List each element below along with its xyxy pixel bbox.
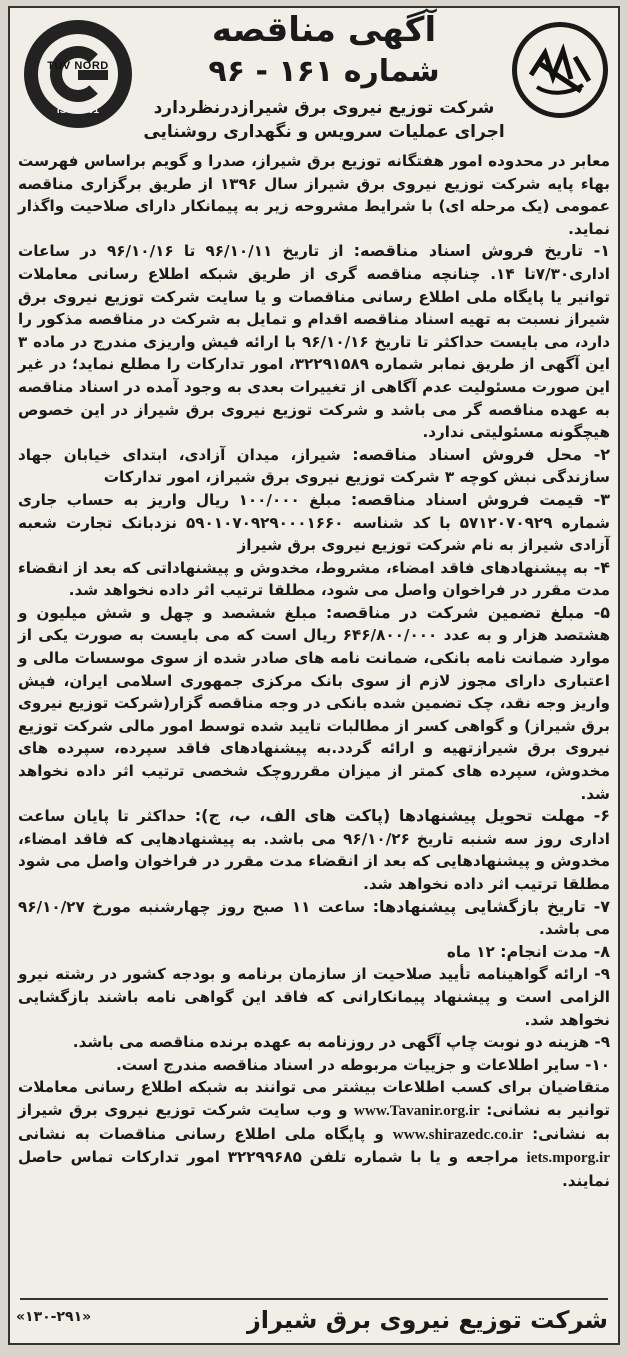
item-3-heading: ۳- قیمت فروش اسناد مناقصه:: [350, 489, 610, 509]
footer-company-name: شرکت توزیع نیروی برق شیراز: [246, 1306, 608, 1334]
item-7: [18, 896, 610, 941]
tuv-nord-logo: [24, 20, 132, 128]
item-2-text: شیراز، میدان آزادی، ابتدای خیابان جهاد سازندگی نبش کوچه ۳ شرکت توزیع نیروی برق شیراز، امور تدارکات: [18, 445, 610, 487]
iso-text: ISO 9001: [56, 105, 100, 116]
subtitle-line-1: شرکت توزیع نیروی برق شیرازدرنظردارد: [153, 98, 495, 118]
item-1-text: از تاریخ ۹۶/۱۰/۱۱ تا ۹۶/۱۰/۱۶ در ساعات اداری۷/۳۰تا ۱۴. چنانچه مناقصه گری از طریق شبکه اطلاع رسانی معاملات توانیر یا پایگاه ملی اطلاع رسانی مناقصات و یا سایت شرکت توزیع نیروی برق شیراز نسبت به تهیه اسناد مناقصه اقدام و تمایل به شرکت در مناقصه مذکور را دارد، می بایست حداکثر تا تاریخ ۹۶/۱۰/۱۶ با ارائه فیش واریزی مندرج در ماده ۳ این آگهی از طریق نمابر شماره ۳۲۲۹۱۵۸۹، امور تدارکات را مطلع نماید؛ در غیر این صورت مسئولیت عدم آگاهی از تغییرات بعدی به وجود آمده در اسناد مناقصه به عهده مناقصه گر می باشد و شرکت توزیع نیروی برق شیراز در این خصوص هیچگونه مسئولیتی ندارد.: [18, 242, 611, 442]
subtitle-line-2: اجرای عملیات سرویس و نگهداری روشنایی: [143, 122, 505, 142]
intro-paragraph: معابر در محدوده امور هفتگانه توزیع برق شیراز، صدرا و گویم براساس فهرست بهاء پایه شرکت توزیع نیروی برق شیراز سال ۱۳۹۶ از طریق برگزاری مناقصه عمومی (یک مرحله ای) با شرایط مشروحه زیر به پیمانکار دارای صلاحیت واگذار نماید.: [18, 152, 610, 238]
item-1: [18, 240, 610, 443]
notice-footer: [16, 1301, 608, 1341]
item-8: [18, 941, 610, 964]
notice-body: [18, 150, 610, 1192]
item-4-heading: ۴-: [593, 557, 610, 577]
item-6: [18, 805, 610, 895]
item-3: [18, 489, 610, 557]
company-emblem-icon: [512, 22, 608, 118]
item-2: [18, 444, 610, 489]
item-4-text: به پیشنهادهای فاقد امضاء، مشروط، مخدوش و پیشنهاداتی که بعد از انقضاء مدت مقرر در فراخوان واصل می شود، مطلقا ترتیب اثر داده نخواهد شد.: [18, 558, 610, 600]
notice-subtitle: [140, 96, 508, 144]
shirazedc-link[interactable]: www.shirazedc.co.ir: [392, 1125, 524, 1143]
contact-text-3: و پایگاه ملی اطلاع رسانی مناقصات به نشانی: [18, 1124, 393, 1143]
item-6-heading: ۶- مهلت تحویل پیشنهادها (پاکت های الف، ب، ج):: [194, 806, 610, 826]
notice-number: شماره ۱۶۱ - ۹۶: [208, 54, 440, 89]
contact-paragraph: [18, 1076, 610, 1192]
tavanir-link[interactable]: www.Tavanir.org.ir: [353, 1101, 480, 1119]
item-8-heading: ۸- مدت انجام:: [500, 941, 610, 961]
item-5-text: مبلغ ششصد و چهل و شش میلیون و هشتصد هزار و به عدد ۶۴۶/۸۰۰/۰۰۰ ریال است که می بایست به صورت یکی از موارد ضمانت نامه بانکی، ضمانت نامه های صادر شده از سوی موسسات مالی و اعتباری دارای مجوز لازم از سوی بانک مرکزی جمهوری اسلامی ایران، فیش واریز وجه نقد، چک تضمین شده بانکی در وجه مناقصه گزار(شرکت توزیع نیروی برق شیراز) و گواهی کسر از مطالبات تایید شده توسط امور مالی شرکت توزیع نیروی برق شیرازتهیه و ارائه گردد.به پیشنهادهای فاقد سپرده، سپرده های مخدوش، سپرده های کمتر از میزان مقرروچک شخصی ترتیب اثر داده نخواهد شد.: [18, 603, 610, 803]
contact-text-1: متقاضیان برای کسب اطلاعات بیشتر می توانند به شبکه اطلاع رسانی معاملات توانیر به نشانی:: [18, 1078, 611, 1119]
notice-title: آگهی مناقصه: [211, 10, 437, 50]
notice-header: [10, 8, 618, 153]
footer-divider: [20, 1298, 608, 1300]
item-9: [18, 963, 610, 1031]
item-2-heading: ۲- محل فروش اسناد مناقصه:: [352, 444, 610, 464]
item-6-text: حداکثر تا پایان ساعت اداری روز سه شنبه تاریخ ۹۶/۱۰/۲۶ می باشد. به پیشنهادهایی که فاقد امضاء، مخدوش و پیشنهادهایی که بعد از انقضاء مدت مقرر در فراخوان واصل می شود مطلقا ترتیب اثر داده نخواهد شد.: [18, 807, 610, 893]
item-9b-text: ۹- هزینه دو نوبت چاپ آگهی در روزنامه به عهده برنده مناقصه می باشد.: [72, 1033, 610, 1052]
iets-link[interactable]: iets.mporg.ir: [526, 1149, 611, 1167]
logo-text: TÜV NORD: [47, 60, 109, 72]
item-1-heading: ۱- تاریخ فروش اسناد مناقصه:: [353, 241, 611, 261]
contact-text-2: و وب سایت شرکت توزیع نیروی برق شیراز به نشانی:: [18, 1100, 610, 1143]
footer-code: «۱۳۰-۲۹۱»: [16, 1309, 92, 1325]
item-7-heading: ۷- تاریخ بازگشایی پیشنهادها:: [372, 896, 611, 916]
item-4: [18, 557, 610, 602]
item-10: [18, 1054, 610, 1077]
item-7-text: ساعت ۱۱ صبح روز چهارشنبه مورخ ۹۶/۱۰/۲۷ می باشد.: [18, 897, 610, 939]
item-3-text: مبلغ ۱۰۰/۰۰۰ ریال واریز به حساب جاری شماره ۵۷۱۲۰۷۰۹۲۹ با کد شناسه ۵۹۰۱۰۷۰۹۲۹۰۰۰۱۶۶۰ نزدبانک تجارت شعبه آزادی شیراز به نام شرکت توزیع نیروی برق شیراز: [18, 490, 610, 555]
item-5: [18, 602, 610, 805]
item-5-heading: ۵- مبلغ تضمین شرکت در مناقصه:: [325, 602, 611, 622]
tender-notice: [8, 6, 620, 1345]
item-10-text: ۱۰- سایر اطلاعات و جزییات مربوطه در اسناد مناقصه مندرج است.: [115, 1055, 610, 1074]
item-8-text: ۱۲ ماه: [446, 942, 501, 961]
item-9b: [18, 1031, 610, 1054]
contact-text-4: مراجعه و یا با شماره تلفن ۳۲۲۹۹۶۸۵ امور تدارکات تماس حاصل نمایند.: [18, 1148, 610, 1190]
item-9-text: ۹- ارائه گواهینامه تأیید صلاحیت از سازمان برنامه و بودجه کشور در رشته نیرو الزامی است و پیشنهاد پیمانکارانی که فاقد این گواهی نامه باشند بازگشایی نخواهد شد.: [18, 965, 610, 1029]
